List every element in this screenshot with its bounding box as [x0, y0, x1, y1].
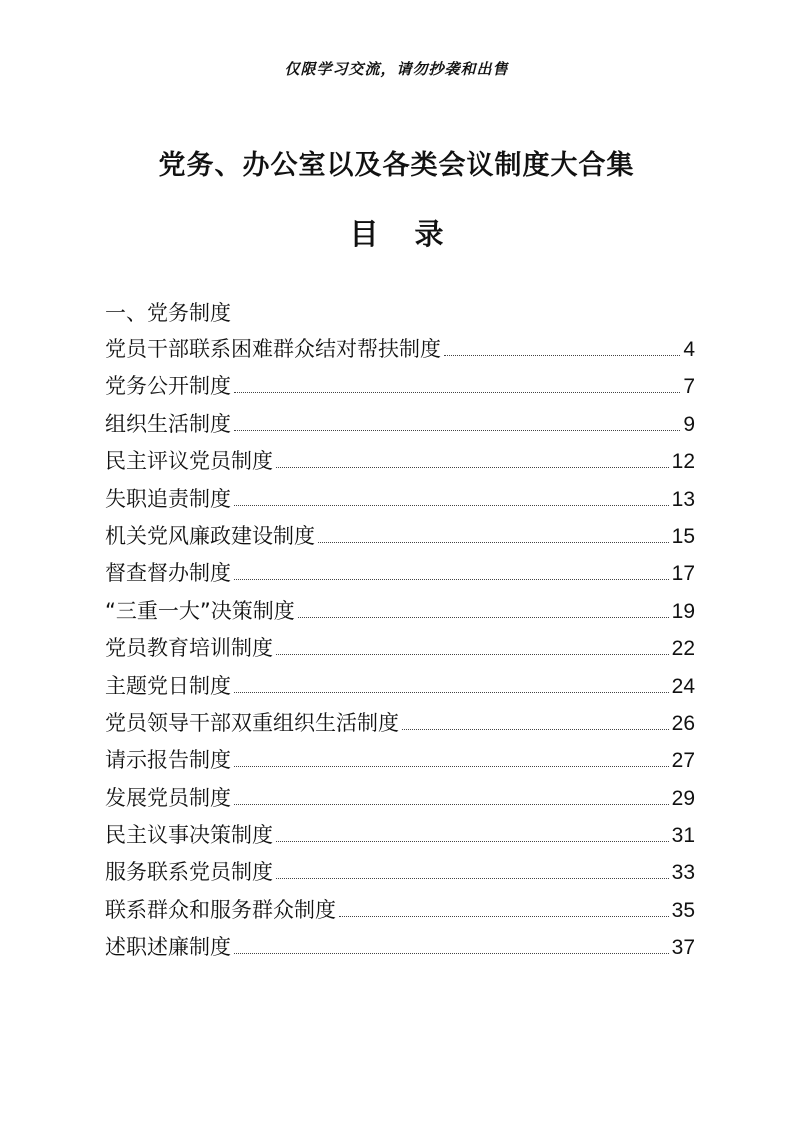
toc-entry[interactable] — [105, 483, 695, 520]
dot-leader — [444, 355, 680, 356]
toc-entry[interactable] — [105, 856, 695, 893]
dot-leader — [276, 654, 669, 655]
toc-entry-label: 党员领导干部双重组织生活制度 — [105, 710, 399, 735]
header-note: 仅限学习交流，请勿抄袭和出售 — [284, 60, 509, 78]
toc-entry[interactable] — [105, 595, 695, 632]
toc-entry[interactable] — [105, 670, 695, 707]
toc-entry-label: 民主评议党员制度 — [105, 449, 273, 474]
toc-entry-label: 党员教育培训制度 — [105, 636, 273, 661]
dot-leader — [298, 617, 669, 618]
toc-entry-page-number: 33 — [671, 861, 695, 885]
toc-entry-label: 机关党风廉政建设制度 — [105, 523, 315, 548]
toc-entry-label: 党员干部联系困难群众结对帮扶制度 — [105, 337, 441, 361]
dot-leader — [402, 729, 669, 730]
toc-entry-page-number: 29 — [671, 786, 695, 810]
dot-leader — [276, 841, 669, 842]
toc-heading-part1: 目 — [349, 217, 379, 251]
toc-entry[interactable] — [105, 931, 695, 968]
toc-heading — [0, 212, 793, 253]
toc-entry-page-number: 7 — [683, 375, 695, 399]
toc-entry-label: 主题党日制度 — [105, 673, 231, 698]
dot-leader — [276, 467, 669, 468]
toc-entry-label: 联系群众和服务群众制度 — [105, 897, 336, 922]
toc-entry-page-number: 12 — [671, 450, 695, 474]
toc-entry[interactable] — [105, 557, 695, 594]
toc-heading-part2: 录 — [414, 217, 444, 251]
toc-entry[interactable] — [105, 819, 695, 856]
dot-leader — [234, 804, 669, 805]
toc-entry-label: 述职述廉制度 — [105, 935, 231, 960]
toc-entry[interactable] — [105, 782, 695, 819]
toc-entry-page-number: 24 — [671, 674, 695, 698]
toc-entry-label: “三重一大”决策制度 — [105, 598, 295, 623]
dot-leader — [276, 878, 669, 879]
toc-entry[interactable] — [105, 520, 695, 557]
toc-entry[interactable] — [105, 370, 695, 407]
toc-entry[interactable] — [105, 744, 695, 781]
toc-entry[interactable] — [105, 632, 695, 669]
dot-leader — [234, 579, 669, 580]
toc-entry-label: 党务公开制度 — [105, 374, 231, 399]
document-title: 党务、办公室以及各类会议制度大合集 — [158, 150, 635, 181]
dot-leader — [234, 392, 680, 393]
toc-entry-page-number: 19 — [671, 599, 695, 623]
toc-entry-label: 请示报告制度 — [105, 748, 231, 773]
toc-entry-page-number: 15 — [671, 524, 695, 548]
section-heading: 一、党务制度 — [105, 301, 231, 325]
toc-entry-page-number: 31 — [671, 824, 695, 848]
toc-entry-page-number: 22 — [671, 637, 695, 661]
toc-entry-page-number: 27 — [671, 749, 695, 773]
toc-entry-page-number: 17 — [671, 562, 695, 586]
toc-entry-page-number: 4 — [683, 338, 695, 361]
toc-entry-label: 督查督办制度 — [105, 561, 231, 586]
toc-list — [105, 333, 695, 969]
toc-entry[interactable] — [105, 445, 695, 482]
toc-entry[interactable] — [105, 894, 695, 931]
toc-entry[interactable] — [105, 408, 695, 445]
toc-entry-page-number: 37 — [671, 936, 695, 960]
dot-leader — [234, 505, 669, 506]
toc-entry[interactable] — [105, 333, 695, 370]
dot-leader — [234, 430, 680, 431]
toc-entry-label: 服务联系党员制度 — [105, 860, 273, 885]
dot-leader — [234, 953, 669, 954]
toc-entry-label: 民主议事决策制度 — [105, 823, 273, 848]
dot-leader — [339, 916, 669, 917]
toc-entry[interactable] — [105, 707, 695, 744]
dot-leader — [234, 766, 669, 767]
toc-entry-label: 组织生活制度 — [105, 411, 231, 436]
toc-entry-page-number: 26 — [671, 711, 695, 735]
toc-entry-page-number: 13 — [671, 487, 695, 511]
toc-entry-page-number: 9 — [683, 412, 695, 436]
dot-leader — [318, 542, 669, 543]
toc-entry-label: 失职追责制度 — [105, 486, 231, 511]
toc-entry-page-number: 35 — [671, 898, 695, 922]
toc-entry-label: 发展党员制度 — [105, 785, 231, 810]
dot-leader — [234, 692, 669, 693]
